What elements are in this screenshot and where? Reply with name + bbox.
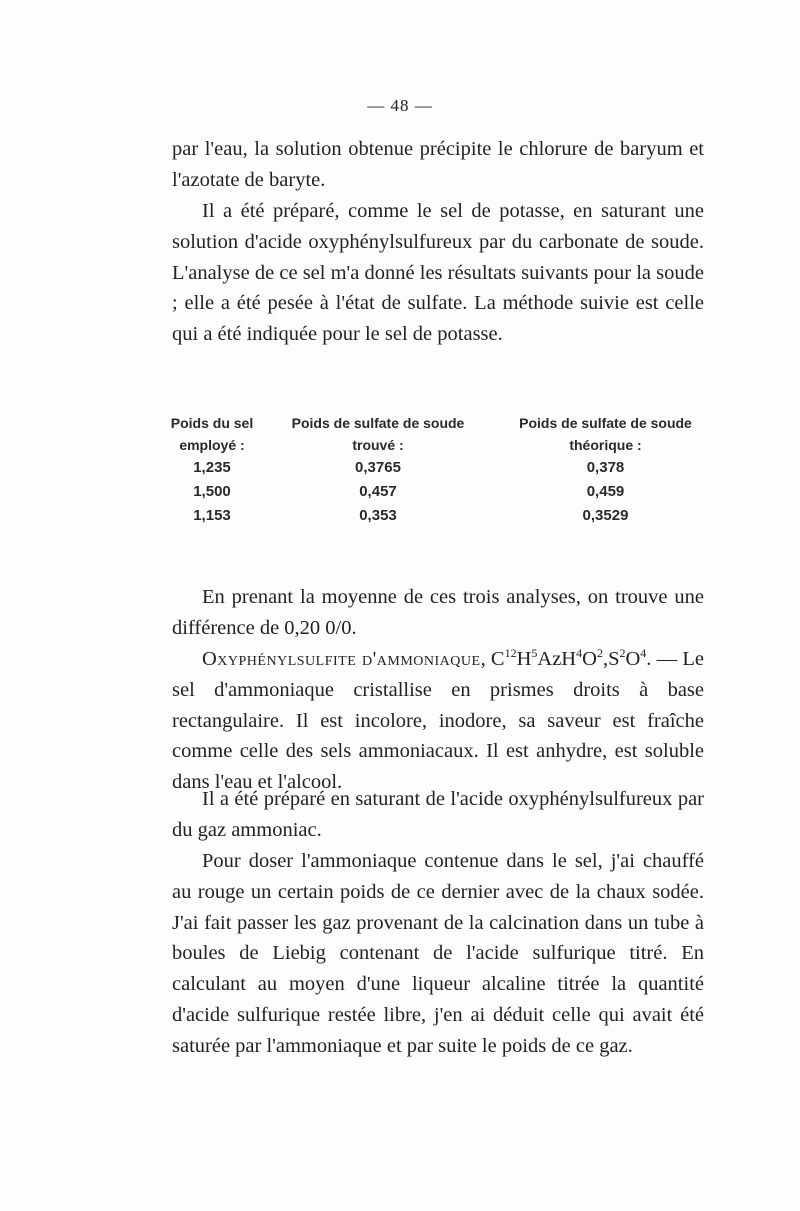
paragraph-5 [172, 784, 704, 846]
table-row [163, 507, 723, 531]
table-header-cell: trouvé : [352, 437, 404, 453]
paragraph-3 [172, 582, 704, 644]
page-number: — 48 — [367, 96, 433, 115]
paragraph-4-body: — Le sel d'ammoniaque cristallise en prismes droits à base rectangulaire. Il est incolore, inodore, sa saveur est fraîche comme celle des sels ammoniacaux. Il est anhydre, est soluble dans l'eau et l'alcool. [172, 648, 704, 794]
formula-part: ,S [602, 648, 620, 670]
paragraph-6-text: Pour doser l'ammoniaque contenue dans le sel, j'ai chauffé au rouge un certain poids de ce dernier avec de la chaux sodée. J'ai fait passer les gaz provenant de la calcination dans un tube à boules de Liebig contenant de l'acide sulfurique titré. En calculant au moyen d'une liqueur alcaline titrée la quantité d'acide sulfurique restée libre, j'en ai déduit celle qui avait été saturée par l'ammoniaque et par suite le poids de ce gaz. [172, 850, 704, 1057]
table-row [163, 483, 723, 507]
paragraph-3-text: En prenant la moyenne de ces trois analyses, on trouve une différence de 0,20 0/0. [172, 586, 704, 639]
section-title: Oxyphénylsulfite d'ammoniaque [202, 648, 481, 670]
paragraph-4 [172, 644, 704, 798]
table-cell: 1,235 [193, 459, 231, 476]
formula-subscript: 2 [596, 646, 603, 660]
table-cell: 0,459 [586, 483, 625, 500]
table-cell: 1,500 [193, 483, 231, 500]
paragraph-2-text: Il a été préparé, comme le sel de potasse, en saturant une solution d'acide oxyphénylsulfureux par du carbonate de soude. L'analyse de ce sel m'a donné les résultats suivants pour la soude ; elle a été pesée à l'état de sulfate. La méthode suivie est celle qui a été indiquée pour le sel de potasse. [172, 200, 704, 346]
table-header-row [163, 437, 723, 459]
analysis-table [163, 415, 723, 531]
table-cell: 0,457 [359, 483, 397, 500]
formula-subscript: 4 [640, 646, 647, 660]
formula-part: O [625, 648, 641, 670]
table-cell: 1,153 [193, 507, 231, 524]
table-row [163, 459, 723, 483]
formula-subscript: 2 [619, 646, 626, 660]
formula-part: O [582, 648, 597, 670]
formula-part: AzH [537, 648, 577, 670]
table-cell: 0,3529 [582, 507, 629, 524]
formula-part: , C [480, 648, 505, 670]
table-cell: 0,3765 [355, 459, 401, 476]
formula-subscript: 12 [504, 646, 517, 660]
paragraph-5-text: Il a été préparé en saturant de l'acide oxyphénylsulfureux par du gaz ammoniac. [172, 788, 704, 841]
table-header-cell: Poids de sulfate de soude [291, 415, 465, 431]
paragraph-1 [172, 134, 704, 196]
paragraph-1-text: par l'eau, la solution obtenue précipite le chlorure de baryum et l'azotate de baryte. [172, 138, 704, 191]
table-cell: 0,378 [586, 459, 625, 476]
paragraph-4-text [172, 644, 704, 798]
formula-subscript: 4 [576, 646, 583, 660]
formula-part: . [646, 648, 652, 670]
formula-part: H [516, 648, 532, 670]
paragraph-6 [172, 846, 704, 1062]
table-header-cell: Poids du sel [170, 415, 254, 431]
table-header-cell: employé : [179, 437, 245, 453]
table-header-cell: Poids de sulfate de soude [519, 415, 692, 431]
formula-subscript: 5 [531, 646, 538, 660]
table-header-cell: théorique : [569, 437, 642, 453]
table-cell: 0,353 [359, 507, 397, 524]
table-header-row [163, 415, 723, 437]
paragraph-2 [172, 196, 704, 350]
